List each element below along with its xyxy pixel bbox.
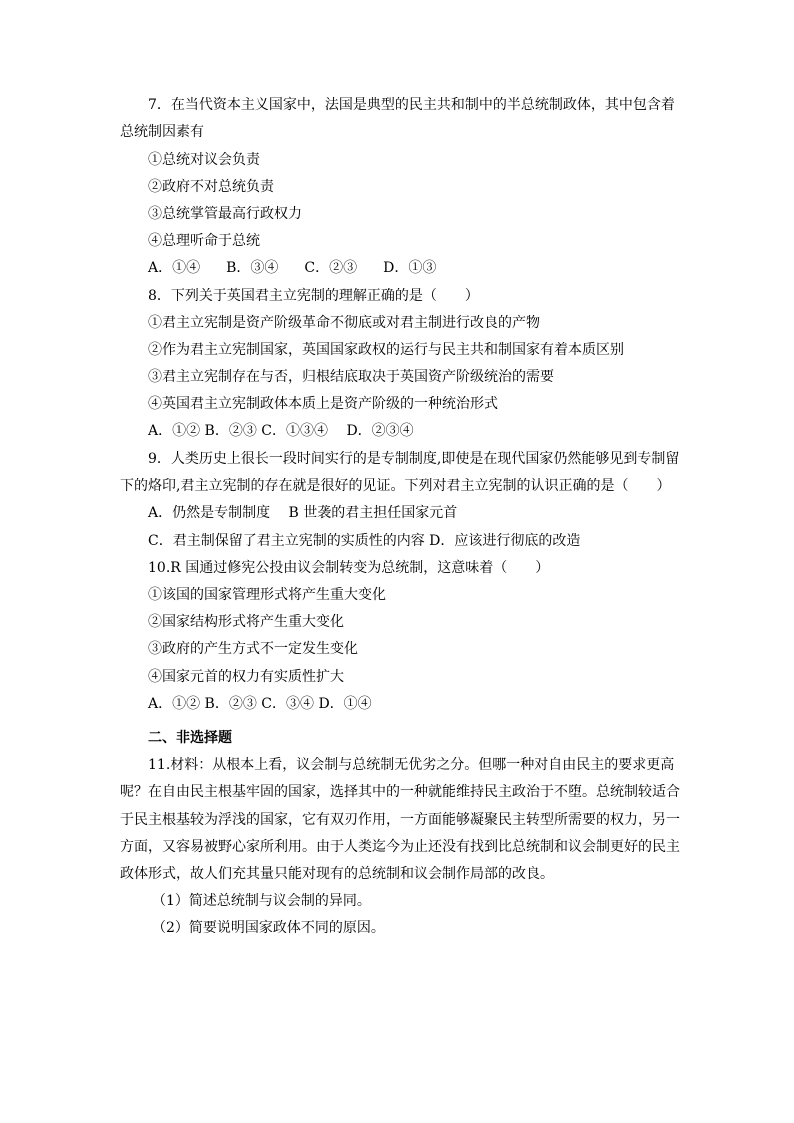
q8-item-1: ①君主立宪制是资产阶级革命不彻底或对君主制进行改良的产物 (148, 315, 540, 331)
q7-stem-line1: 7．在当代资本主义国家中，法国是典型的民主共和制中的半总统制政体，其中包含着 (148, 97, 675, 113)
q11-sub-question-2: （2）简要说明国家政体不同的原因。 (152, 920, 385, 936)
q11-line-1: 11.材料：从根本上看，议会制与总统制无优劣之分。但哪一种对自由民主的要求更高 (148, 757, 675, 773)
q7-item-3: ③总统掌管最高行政权力 (148, 206, 302, 222)
q7-option-a: A．①④ (148, 260, 201, 276)
q7-item-4: ④总理听命于总统 (148, 233, 260, 249)
q7-options (148, 258, 436, 278)
q8-stem: 8．下列关于英国君主立宪制的理解正确的是（ ） (148, 288, 479, 304)
q10-item-4: ④国家元首的权力有实质性扩大 (148, 669, 344, 685)
q11-line-5: 政体形式，故人们充其量只能对现有的总统制和议会制作局部的改良。 (120, 866, 554, 882)
q10-item-3: ③政府的产生方式不一定发生变化 (148, 641, 358, 657)
q11-line-3: 于民主根基较为浮浅的国家，它有双刃作用，一方面能够凝聚民主转型所需要的权力，另一 (120, 812, 680, 828)
q11-line-2: 呢？在自由民主根基牢固的国家，选择其中的一种就能维持民主政治于不堕。总统制较适合 (120, 784, 680, 800)
q7-option-d: D．①③ (383, 260, 437, 276)
q8-options: A．①② B．②③ C．①③④ D．②③④ (148, 423, 414, 439)
q10-item-1: ①该国的国家管理形式将产生重大变化 (148, 587, 386, 603)
q8-item-3: ③君主立宪制存在与否，归根结底取决于英国资产阶级统治的需要 (148, 369, 554, 385)
q9-stem-line2: 下的烙印,君主立宪制的存在就是很好的见证。下列对君主立宪制的认识正确的是（ ） (120, 478, 671, 494)
q7-stem-line2: 总统制因素有 (120, 124, 204, 140)
q7-option-b: B．③④ (226, 260, 279, 276)
q7-item-1: ①总统对议会负责 (148, 152, 260, 168)
q7-item-2: ②政府不对总统负责 (148, 179, 274, 195)
q7-option-c: C．②③ (304, 260, 358, 276)
q9-option-line2: C．君主制保留了君主立宪制的实质性的内容 D．应该进行彻底的改造 (148, 533, 581, 549)
q10-stem: 10.R 国通过修宪公投由议会制转变为总统制，这意味着（ ） (148, 560, 550, 576)
q10-item-2: ②国家结构形式将产生重大变化 (148, 614, 344, 630)
q8-item-4: ④英国君主立宪制政体本质上是资产阶级的一种统治形式 (148, 396, 498, 412)
q9-stem-line1: 9．人类历史上很长一段时间实行的是专制制度,即使是在现代国家仍然能够见到专制留 (148, 451, 680, 467)
q8-item-2: ②作为君主立宪制国家，英国国家政权的运行与民主共和制国家有着本质区别 (148, 342, 624, 358)
q11-line-4: 方面，又容易被野心家所利用。由于人类迄今为止还没有找到比总统制和议会制更好的民主 (120, 839, 680, 855)
section-heading: 二、非选择题 (148, 730, 232, 746)
q9-option-line1: A．仍然是专制制度 B 世袭的君主担任国家元首 (148, 505, 458, 521)
q10-options: A．①② B．②③ C．③④ D．①④ (148, 696, 372, 712)
q11-sub-question-1: （1）简述总统制与议会制的异同。 (152, 893, 371, 909)
